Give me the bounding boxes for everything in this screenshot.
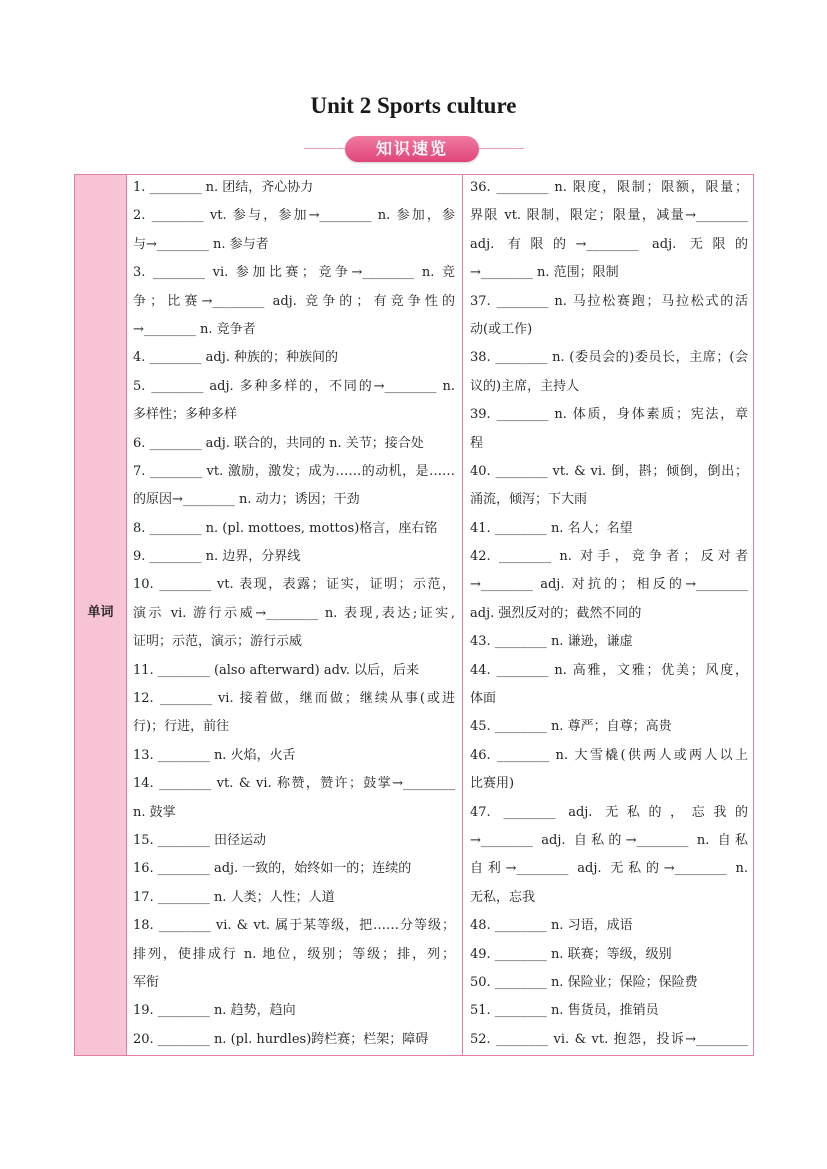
vocab-line: 4. ________ adj. 种族的；种族间的 — [133, 350, 339, 366]
vocab-line: 自利→________ adj. 无私的→________ n. — [470, 861, 748, 877]
vocab-line: 52. ________ vi. & vt. 抱怨，投诉→________ — [470, 1031, 748, 1047]
vocab-line: 42. ________ n. 对手，竞争者；反对者 — [470, 549, 748, 565]
vocab-line: 49. ________ n. 联赛；等级，级别 — [470, 946, 672, 962]
vocab-line: 36. ________ n. 限度，限制；限额，限量； — [470, 180, 748, 195]
vocab-table — [74, 174, 754, 1056]
vocab-line: 1. ________ n. 团结，齐心协力 — [133, 180, 314, 195]
vocab-line: →________ n. 竞争者 — [133, 321, 256, 337]
vocab-line: 排列，使排成行 n. 地位，级别；等级；排，列； — [133, 946, 455, 962]
vocab-line: 演示 vi. 游行示威→________ n. 表现,表达;证实, — [133, 605, 455, 621]
vocab-line: n. 鼓掌 — [133, 804, 176, 820]
vocab-line: 议的)主席，主持人 — [470, 378, 580, 394]
page-title: Unit 2 Sports culture — [310, 93, 517, 118]
vocab-line: 的原因→________ n. 动力；诱因；干劲 — [133, 492, 360, 508]
vocab-line: 48. ________ n. 习语，成语 — [470, 918, 633, 934]
section-banner — [0, 136, 827, 162]
vocab-line: 46. ________ n. 大雪橇(供两人或两人以上 — [470, 747, 748, 763]
category-label: 单词 — [87, 605, 114, 620]
vocab-line: 37. ________ n. 马拉松赛跑；马拉松式的活 — [470, 293, 748, 309]
vocab-line: 程 — [470, 435, 484, 451]
vocab-line: 47. ________ adj. 无私的，忘我的 — [470, 804, 748, 820]
vocab-line: 18. ________ vi. & vt. 属于某等级，把……分等级； — [133, 918, 455, 934]
vocab-line: →________ adj. 自私的→________ n. 自私 — [470, 832, 748, 848]
vocab-line: 界限 vt. 限制，限定；限量，减量→________ — [470, 208, 748, 224]
vocab-line: 争；比赛→________ adj. 竞争的；有竞争性的 — [133, 293, 455, 309]
vocab-line: 39. ________ n. 体质，身体素质；宪法，章 — [470, 407, 748, 423]
vocab-column-right — [470, 174, 748, 1054]
vocab-line: 5. ________ adj. 多种多样的，不同的→________ n. — [133, 378, 455, 394]
vocab-line: 11. ________ (also afterward) adv. 以后，后来 — [133, 662, 420, 678]
vocab-line: 体面 — [470, 691, 497, 707]
vocab-line: 43. ________ n. 谦逊，谦虚 — [470, 634, 633, 650]
vocab-line: 无私，忘我 — [470, 889, 536, 905]
vocab-line: 40. ________ vt. & vi. 倒，斟；倾倒，倒出； — [470, 463, 748, 479]
vocab-line: 3. ________ vi. 参加比赛；竞争→________ n. 竞 — [133, 265, 455, 281]
vocab-line: 8. ________ n. (pl. mottoes, mottos)格言，座右铭 — [133, 520, 438, 536]
vocab-line: 45. ________ n. 尊严；自尊；高贵 — [470, 719, 672, 735]
vocab-line: →________ adj. 对抗的；相反的→________ — [470, 577, 748, 593]
vocab-line: 12. ________ vi. 接着做，继而做；继续从事(或进 — [133, 691, 455, 707]
vocab-line: 14. ________ vt. & vi. 称赞，赞许；鼓掌→________ — [133, 776, 455, 792]
vocab-column-left — [133, 174, 455, 1054]
vocab-line: 比赛用) — [470, 776, 515, 792]
vocab-line: →________ n. 范围；限制 — [470, 265, 619, 281]
vocab-line: 16. ________ adj. 一致的，始终如一的；连续的 — [133, 861, 412, 877]
vocab-line: 38. ________ n. (委员会的)委员长，主席；(会 — [470, 350, 748, 366]
vocab-line: 41. ________ n. 名人；名望 — [470, 520, 633, 536]
vocab-line: adj. 有限的→________ adj. 无限的 — [470, 236, 748, 252]
vocab-line: 多样性；多种多样 — [133, 407, 238, 423]
vocab-line: 证明；示范，演示；游行示威 — [133, 634, 303, 650]
vocab-line: 9. ________ n. 边界，分界线 — [133, 549, 301, 565]
category-cell — [75, 175, 127, 1055]
vocab-line: 7. ________ vt. 激励，激发；成为……的动机，是…… — [133, 463, 455, 479]
vocab-line: 涌流，倾泻；下大雨 — [470, 492, 588, 508]
vocab-line: 17. ________ n. 人类；人性；人道 — [133, 889, 335, 905]
vocab-line: 15. ________ 田径运动 — [133, 832, 266, 848]
banner-rule-right — [478, 148, 524, 149]
banner-label: 知识速览 — [345, 136, 479, 162]
vocab-line: 与→________ n. 参与者 — [133, 236, 269, 252]
vocab-line: 13. ________ n. 火焰，火舌 — [133, 747, 296, 763]
vocab-line: 10. ________ vt. 表现，表露；证实，证明；示范， — [133, 577, 455, 593]
vocab-line: 51. ________ n. 售货员，推销员 — [470, 1003, 659, 1019]
vocab-line: 军衔 — [133, 974, 160, 990]
vocab-line: 2. ________ vt. 参与，参加→________ n. 参加，参 — [133, 208, 455, 224]
vocab-line: 20. ________ n. (pl. hurdles)跨栏赛；栏架；障碍 — [133, 1031, 429, 1047]
vocab-line: 6. ________ adj. 联合的，共同的 n. 关节；接合处 — [133, 435, 424, 451]
vocab-line: 44. ________ n. 高雅，文雅；优美；风度， — [470, 662, 748, 678]
column-divider — [462, 175, 463, 1055]
vocab-line: 19. ________ n. 趋势，趋向 — [133, 1003, 296, 1019]
vocab-line: 动(或工作) — [470, 321, 533, 337]
vocab-line: 行)；行进，前往 — [133, 719, 230, 735]
vocab-line: 50. ________ n. 保险业；保险；保险费 — [470, 974, 698, 990]
vocab-line: adj. 强烈反对的；截然不同的 — [470, 605, 642, 621]
